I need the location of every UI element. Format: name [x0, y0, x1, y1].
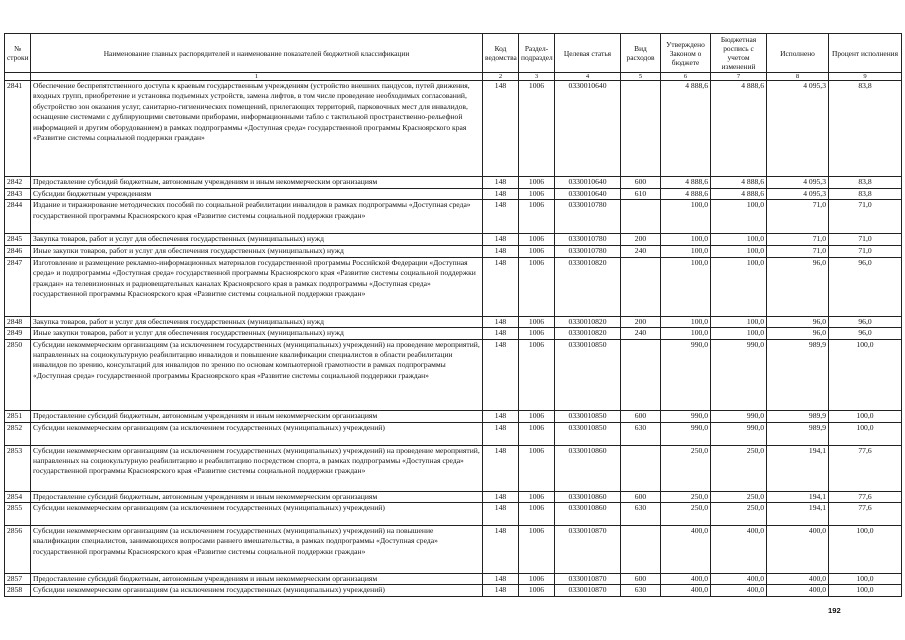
table-row — [5, 316, 902, 327]
column-number-empty — [5, 73, 31, 81]
section-cell: 1006 — [519, 234, 555, 246]
budget-list-cell: 100,0 — [711, 200, 767, 234]
section-cell: 1006 — [519, 445, 555, 491]
header-percent: Процент исполнения — [829, 34, 902, 73]
section-cell: 1006 — [519, 503, 555, 526]
budget-list-cell: 100,0 — [711, 234, 767, 246]
target-cell: 0330010850 — [555, 410, 621, 422]
row-number-cell: 2856 — [5, 526, 31, 574]
row-name-cell: Предоставление субсидий бюджетным, автономным учреждениям и иным некоммерческим организациям — [31, 177, 483, 189]
row-name-cell: Закупка товаров, работ и услуг для обеспечения государственных (муниципальных) нужд — [31, 234, 483, 246]
target-cell: 0330010820 — [555, 316, 621, 327]
row-name-cell: Изготовление и размещение рекламно-информационных материалов государственной программы Российской Федерации «Доступная среда» и подпрограммы «Доступная среда» государственной программы Красноярского края «Развитие системы социальной поддержки граждан» на телевизионных и радиовещательных каналах Красноярского края в рамках подпрограммы «Доступная среда» государственной программы Красноярского края «Развитие системы социальной поддержки граждан» — [31, 257, 483, 316]
row-number-cell: 2850 — [5, 339, 31, 410]
row-number-cell: 2844 — [5, 200, 31, 234]
percent-cell: 96,0 — [829, 257, 902, 316]
section-cell: 1006 — [519, 177, 555, 189]
column-number: 2 — [483, 73, 519, 81]
expense-type-cell: 610 — [621, 189, 661, 200]
section-cell: 1006 — [519, 491, 555, 502]
target-cell: 0330010820 — [555, 257, 621, 316]
dept-code-cell: 148 — [483, 189, 519, 200]
section-cell: 1006 — [519, 526, 555, 574]
table-row — [5, 177, 902, 189]
percent-cell: 83,8 — [829, 81, 902, 177]
table-row — [5, 574, 902, 585]
expense-type-cell — [621, 257, 661, 316]
percent-cell: 83,8 — [829, 177, 902, 189]
expense-type-cell: 630 — [621, 503, 661, 526]
header-approved: Утверждено Законом о бюджете — [661, 34, 711, 73]
row-number-cell: 2852 — [5, 422, 31, 445]
approved-cell: 4 888,6 — [661, 81, 711, 177]
budget-list-cell: 400,0 — [711, 526, 767, 574]
percent-cell: 100,0 — [829, 574, 902, 585]
expense-type-cell: 240 — [621, 246, 661, 257]
percent-cell: 100,0 — [829, 585, 902, 596]
budget-list-cell: 4 888,6 — [711, 189, 767, 200]
table-row — [5, 585, 902, 596]
budget-list-cell: 250,0 — [711, 445, 767, 491]
approved-cell: 250,0 — [661, 503, 711, 526]
approved-cell: 400,0 — [661, 574, 711, 585]
expense-type-cell: 600 — [621, 574, 661, 585]
executed-cell: 194,1 — [767, 491, 829, 502]
executed-cell: 989,9 — [767, 339, 829, 410]
table-header-row — [5, 34, 902, 73]
percent-cell: 71,0 — [829, 246, 902, 257]
row-name-cell: Субсидии некоммерческим организациям (за исключением государственных (муниципальных) учреждений) на повышение квалификации специалистов, занимающихся вопросами раннего вмешательства, в рамках подпрограммы «Доступная среда» государственной программы Красноярского края «Развитие системы социальной поддержки граждан» — [31, 526, 483, 574]
target-cell: 0330010780 — [555, 246, 621, 257]
target-cell: 0330010860 — [555, 491, 621, 502]
target-cell: 0330010860 — [555, 445, 621, 491]
approved-cell: 990,0 — [661, 422, 711, 445]
column-number: 5 — [621, 73, 661, 81]
target-cell: 0330010820 — [555, 328, 621, 339]
dept-code-cell: 148 — [483, 339, 519, 410]
percent-cell: 71,0 — [829, 200, 902, 234]
table-body — [5, 81, 902, 597]
target-cell: 0330010850 — [555, 339, 621, 410]
percent-cell: 77,6 — [829, 503, 902, 526]
target-cell: 0330010780 — [555, 200, 621, 234]
row-number-cell: 2851 — [5, 410, 31, 422]
dept-code-cell: 148 — [483, 574, 519, 585]
table-row — [5, 81, 902, 177]
percent-cell: 71,0 — [829, 234, 902, 246]
column-number-row — [5, 73, 902, 81]
approved-cell: 4 888,6 — [661, 177, 711, 189]
row-name-cell: Предоставление субсидий бюджетным, автономным учреждениям и иным некоммерческим организациям — [31, 410, 483, 422]
percent-cell: 77,6 — [829, 445, 902, 491]
budget-list-cell: 4 888,6 — [711, 81, 767, 177]
table-row — [5, 234, 902, 246]
row-number-cell: 2849 — [5, 328, 31, 339]
column-number: 8 — [767, 73, 829, 81]
row-name-cell: Субсидии бюджетным учреждениям — [31, 189, 483, 200]
target-cell: 0330010640 — [555, 177, 621, 189]
table-row — [5, 491, 902, 502]
expense-type-cell: 200 — [621, 234, 661, 246]
percent-cell: 100,0 — [829, 422, 902, 445]
executed-cell: 989,9 — [767, 422, 829, 445]
header-dept-code: Код ведомства — [483, 34, 519, 73]
expense-type-cell — [621, 445, 661, 491]
section-cell: 1006 — [519, 574, 555, 585]
dept-code-cell: 148 — [483, 328, 519, 339]
section-cell: 1006 — [519, 328, 555, 339]
row-number-cell: 2854 — [5, 491, 31, 502]
percent-cell: 100,0 — [829, 339, 902, 410]
percent-cell: 100,0 — [829, 410, 902, 422]
expense-type-cell: 630 — [621, 422, 661, 445]
row-number-cell: 2846 — [5, 246, 31, 257]
section-cell: 1006 — [519, 246, 555, 257]
budget-list-cell: 990,0 — [711, 422, 767, 445]
column-number: 3 — [519, 73, 555, 81]
dept-code-cell: 148 — [483, 422, 519, 445]
row-name-cell: Иные закупки товаров, работ и услуг для обеспечения государственных (муниципальных) нужд — [31, 328, 483, 339]
executed-cell: 71,0 — [767, 234, 829, 246]
table-row — [5, 189, 902, 200]
expense-type-cell: 600 — [621, 491, 661, 502]
table-row — [5, 339, 902, 410]
percent-cell: 100,0 — [829, 526, 902, 574]
executed-cell: 400,0 — [767, 526, 829, 574]
row-name-cell: Субсидии некоммерческим организациям (за исключением государственных (муниципальных) учреждений) на проведение мероприятий, направленных на социокультурную реабилитацию инвалидов и повышение квалификации специалистов в области реабилитации инвалидов по зрению, консультаций для инвалидов по зрению по основам компьютерной грамотности в рамках подпрограммы «Доступная среда» государственной программы Красноярского края «Развитие системы социальной поддержки граждан» — [31, 339, 483, 410]
table-row — [5, 246, 902, 257]
expense-type-cell — [621, 339, 661, 410]
approved-cell: 4 888,6 — [661, 189, 711, 200]
dept-code-cell: 148 — [483, 526, 519, 574]
column-number: 1 — [31, 73, 483, 81]
section-cell: 1006 — [519, 189, 555, 200]
row-number-cell: 2843 — [5, 189, 31, 200]
row-name-cell: Издание и тиражирование методических пособий по социальной реабилитации инвалидов в рамках подпрограммы «Доступная среда» государственной программы Красноярского края «Развитие системы социальной поддержки граждан» — [31, 200, 483, 234]
percent-cell: 96,0 — [829, 328, 902, 339]
dept-code-cell: 148 — [483, 491, 519, 502]
approved-cell: 400,0 — [661, 585, 711, 596]
executed-cell: 96,0 — [767, 328, 829, 339]
expense-type-cell: 600 — [621, 410, 661, 422]
dept-code-cell: 148 — [483, 246, 519, 257]
dept-code-cell: 148 — [483, 257, 519, 316]
table-row — [5, 410, 902, 422]
budget-list-cell: 990,0 — [711, 410, 767, 422]
section-cell: 1006 — [519, 339, 555, 410]
row-number-cell: 2845 — [5, 234, 31, 246]
approved-cell: 100,0 — [661, 246, 711, 257]
target-cell: 0330010780 — [555, 234, 621, 246]
table-row — [5, 200, 902, 234]
approved-cell: 100,0 — [661, 200, 711, 234]
percent-cell: 96,0 — [829, 316, 902, 327]
budget-list-cell: 250,0 — [711, 491, 767, 502]
section-cell: 1006 — [519, 585, 555, 596]
header-expense-type: Вид расходов — [621, 34, 661, 73]
row-number-cell: 2855 — [5, 503, 31, 526]
section-cell: 1006 — [519, 410, 555, 422]
approved-cell: 400,0 — [661, 526, 711, 574]
row-number-cell: 2853 — [5, 445, 31, 491]
table-row — [5, 422, 902, 445]
page-number: 192 — [828, 606, 841, 615]
column-number: 9 — [829, 73, 902, 81]
section-cell: 1006 — [519, 257, 555, 316]
dept-code-cell: 148 — [483, 81, 519, 177]
column-number: 6 — [661, 73, 711, 81]
row-name-cell: Закупка товаров, работ и услуг для обеспечения государственных (муниципальных) нужд — [31, 316, 483, 327]
budget-list-cell: 400,0 — [711, 574, 767, 585]
row-name-cell: Субсидии некоммерческим организациям (за исключением государственных (муниципальных) учреждений) — [31, 503, 483, 526]
table-row — [5, 328, 902, 339]
executed-cell: 4 095,3 — [767, 189, 829, 200]
budget-list-cell: 100,0 — [711, 328, 767, 339]
executed-cell: 400,0 — [767, 585, 829, 596]
row-name-cell: Предоставление субсидий бюджетным, автономным учреждениям и иным некоммерческим организациям — [31, 574, 483, 585]
row-number-cell: 2857 — [5, 574, 31, 585]
expense-type-cell: 240 — [621, 328, 661, 339]
budget-list-cell: 400,0 — [711, 585, 767, 596]
expense-type-cell: 200 — [621, 316, 661, 327]
budget-list-cell: 100,0 — [711, 246, 767, 257]
approved-cell: 990,0 — [661, 410, 711, 422]
executed-cell: 400,0 — [767, 574, 829, 585]
budget-list-cell: 100,0 — [711, 316, 767, 327]
row-number-cell: 2847 — [5, 257, 31, 316]
executed-cell: 71,0 — [767, 200, 829, 234]
header-target: Целевая статья — [555, 34, 621, 73]
row-name-cell: Субсидии некоммерческим организациям (за исключением государственных (муниципальных) учреждений) — [31, 585, 483, 596]
budget-table — [4, 33, 902, 597]
approved-cell: 100,0 — [661, 316, 711, 327]
executed-cell: 4 095,3 — [767, 177, 829, 189]
column-number: 7 — [711, 73, 767, 81]
expense-type-cell — [621, 200, 661, 234]
target-cell: 0330010640 — [555, 81, 621, 177]
header-name: Наименование главных распорядителей и наименование показателей бюджетной классификации — [31, 34, 483, 73]
section-cell: 1006 — [519, 422, 555, 445]
row-name-cell: Иные закупки товаров, работ и услуг для обеспечения государственных (муниципальных) нужд — [31, 246, 483, 257]
section-cell: 1006 — [519, 81, 555, 177]
expense-type-cell: 630 — [621, 585, 661, 596]
budget-list-cell: 4 888,6 — [711, 177, 767, 189]
budget-list-cell: 990,0 — [711, 339, 767, 410]
dept-code-cell: 148 — [483, 177, 519, 189]
dept-code-cell: 148 — [483, 503, 519, 526]
row-number-cell: 2858 — [5, 585, 31, 596]
table-row — [5, 503, 902, 526]
header-row-number: № строки — [5, 34, 31, 73]
dept-code-cell: 148 — [483, 410, 519, 422]
executed-cell: 4 095,3 — [767, 81, 829, 177]
executed-cell: 194,1 — [767, 445, 829, 491]
approved-cell: 100,0 — [661, 257, 711, 316]
row-number-cell: 2842 — [5, 177, 31, 189]
table-row — [5, 526, 902, 574]
budget-list-cell: 250,0 — [711, 503, 767, 526]
table-row — [5, 257, 902, 316]
dept-code-cell: 148 — [483, 316, 519, 327]
header-section: Раздел-подраздел — [519, 34, 555, 73]
table-row — [5, 445, 902, 491]
section-cell: 1006 — [519, 200, 555, 234]
approved-cell: 990,0 — [661, 339, 711, 410]
percent-cell: 77,6 — [829, 491, 902, 502]
target-cell: 0330010860 — [555, 503, 621, 526]
header-budget-list: Бюджетная роспись с учетом изменений — [711, 34, 767, 73]
expense-type-cell: 600 — [621, 177, 661, 189]
row-number-cell: 2841 — [5, 81, 31, 177]
expense-type-cell — [621, 526, 661, 574]
row-number-cell: 2848 — [5, 316, 31, 327]
percent-cell: 83,8 — [829, 189, 902, 200]
target-cell: 0330010870 — [555, 574, 621, 585]
target-cell: 0330010870 — [555, 585, 621, 596]
dept-code-cell: 148 — [483, 445, 519, 491]
approved-cell: 100,0 — [661, 234, 711, 246]
column-number: 4 — [555, 73, 621, 81]
budget-document — [4, 33, 901, 597]
row-name-cell: Предоставление субсидий бюджетным, автономным учреждениям и иным некоммерческим организациям — [31, 491, 483, 502]
header-executed: Исполнено — [767, 34, 829, 73]
executed-cell: 71,0 — [767, 246, 829, 257]
budget-list-cell: 100,0 — [711, 257, 767, 316]
approved-cell: 250,0 — [661, 445, 711, 491]
dept-code-cell: 148 — [483, 200, 519, 234]
expense-type-cell — [621, 81, 661, 177]
row-name-cell: Обеспечение беспрепятственного доступа к краевым государственным учреждениям (устройство внешних пандусов, путей движения, входных групп, приобретение и установка подъемных устройств, замена лифтов, в том числе проведение необходимых согласований, обустройство зон оказания услуг, санитарно-гигиенических помещений, прилегающих территорий, парковочных мест для инвалидов, оснащение системами с дублирующими световыми приборами, информационными табло с тактильной пространственно-рельефной информацией и другим оборудованием) в рамках подпрограммы «Доступная среда» государственной программы Красноярского края «Развитие системы социальной поддержки граждан» — [31, 81, 483, 177]
executed-cell: 194,1 — [767, 503, 829, 526]
approved-cell: 100,0 — [661, 328, 711, 339]
dept-code-cell: 148 — [483, 234, 519, 246]
row-name-cell: Субсидии некоммерческим организациям (за исключением государственных (муниципальных) учреждений) — [31, 422, 483, 445]
target-cell: 0330010870 — [555, 526, 621, 574]
executed-cell: 96,0 — [767, 316, 829, 327]
executed-cell: 96,0 — [767, 257, 829, 316]
executed-cell: 989,9 — [767, 410, 829, 422]
section-cell: 1006 — [519, 316, 555, 327]
target-cell: 0330010640 — [555, 189, 621, 200]
dept-code-cell: 148 — [483, 585, 519, 596]
approved-cell: 250,0 — [661, 491, 711, 502]
row-name-cell: Субсидии некоммерческим организациям (за исключением государственных (муниципальных) учреждений) на проведение мероприятий, направленных на социокультурную реабилитацию и реабилитацию посредством спорта, в рамках подпрограммы «Доступная среда» государственной программы Красноярского края «Развитие системы социальной поддержки граждан» — [31, 445, 483, 491]
target-cell: 0330010850 — [555, 422, 621, 445]
